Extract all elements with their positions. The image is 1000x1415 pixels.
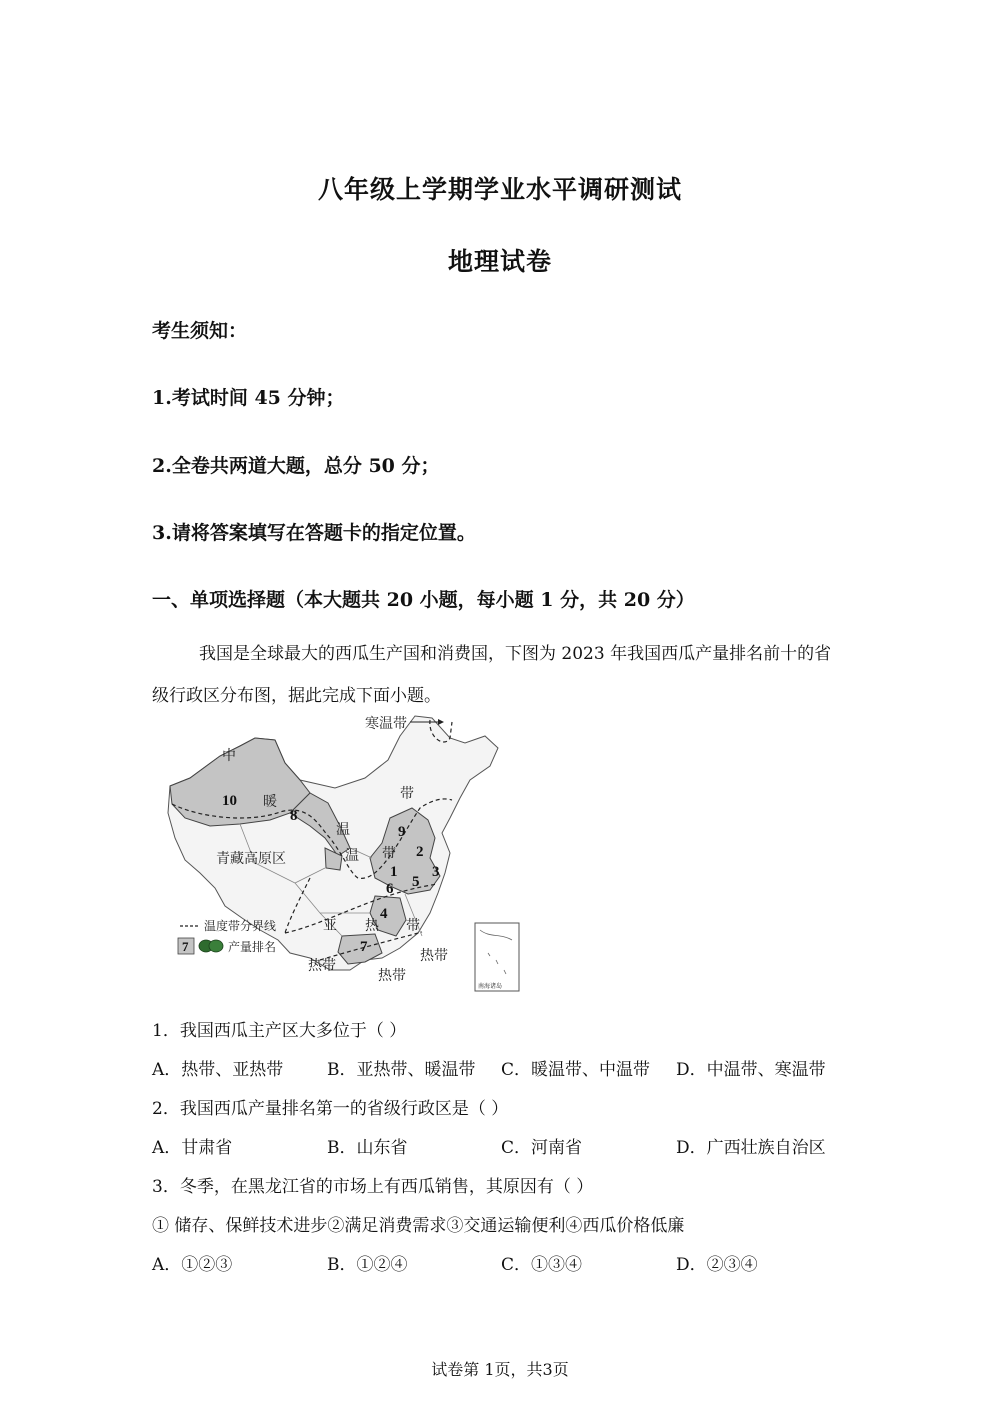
answer-option[interactable]: A．热带、亚热带 [152, 1060, 284, 1080]
rank-number: 8 [290, 808, 298, 824]
answer-option[interactable]: A．甘肃省 [152, 1138, 233, 1158]
region-xinjiang [170, 738, 310, 826]
rank-number: 10 [222, 793, 237, 809]
south-sea-inset [475, 923, 519, 991]
label-zone-re: 热 [365, 918, 379, 934]
section-heading: 一、单项选择题（本大题共 20 小题，每小题 1 分，共 20 分） [152, 589, 695, 611]
label-tropic: 热带 [420, 948, 448, 964]
notice-item: 3.请将答案填写在答题卡的指定位置。 [152, 522, 476, 544]
label-plateau: 青藏高原区 [216, 851, 286, 867]
page-title: 八年级上学期学业水平调研测试 [317, 175, 682, 204]
answer-option[interactable]: D．②③④ [676, 1255, 758, 1275]
label-cold-zone: 寒温带 [365, 716, 407, 732]
label-zone-ya: 亚 [323, 918, 337, 934]
label-tropic: 热带 [378, 968, 406, 984]
notice-item: 2.全卷共两道大题，总分 50 分； [152, 455, 440, 477]
rank-number: 1 [390, 864, 398, 880]
rank-number: 6 [386, 881, 394, 897]
label-warm-zone: 暖 [263, 794, 277, 810]
answer-option[interactable]: C．暖温带、中温带 [501, 1060, 651, 1080]
label-zone-dai: 带 [406, 918, 420, 934]
question-stem: 2．我国西瓜产量排名第一的省级行政区是（ ） [152, 1099, 509, 1119]
question-stem: 3．冬季，在黑龙江省的市场上有西瓜销售，其原因有（ ） [152, 1177, 594, 1197]
answer-option[interactable]: C．①③④ [501, 1255, 583, 1275]
answer-option[interactable]: B．①②④ [327, 1255, 408, 1275]
answer-option[interactable]: D．中温带、寒温带 [676, 1060, 826, 1080]
rank-number: 3 [432, 864, 440, 880]
answer-option[interactable]: D．广西壮族自治区 [676, 1138, 826, 1158]
watermelon-icon [209, 940, 223, 952]
answer-option[interactable]: B．亚热带、暖温带 [327, 1060, 476, 1080]
answer-option[interactable]: C．河南省 [501, 1138, 583, 1158]
legend-boundary-text: 温度带分界线 [204, 919, 277, 933]
inset-caption: 南海诸岛 [478, 983, 503, 990]
rank-number: 9 [398, 824, 406, 840]
label-zone-dai: 带 [400, 786, 414, 802]
legend-rank-number: 7 [182, 939, 189, 954]
label-zone-dai: 带 [382, 846, 396, 862]
page-footer: 试卷第 1页，共3页 [431, 1360, 569, 1379]
answer-option[interactable]: B．山东省 [327, 1138, 408, 1158]
label-zone-wen: 温 [336, 822, 350, 838]
answer-option[interactable]: A．①②③ [152, 1255, 233, 1275]
intro-line: 级行政区分布图，据此完成下面小题。 [152, 686, 441, 706]
label-zone-wen: 温 [345, 848, 359, 864]
rank-number: 2 [416, 844, 424, 860]
rank-number: 7 [360, 939, 368, 955]
watermelon-production-map [160, 708, 530, 998]
page-subtitle: 地理试卷 [447, 247, 552, 276]
rank-number: 5 [412, 874, 420, 890]
label-tropic: 热带 [308, 958, 336, 974]
legend-rank-text: 产量排名 [228, 940, 277, 954]
label-mid-zone: 中 [222, 748, 236, 764]
rank-number: 4 [380, 906, 388, 922]
notice-heading: 考生须知： [152, 320, 248, 342]
intro-line: 我国是全球最大的西瓜生产国和消费国，下图为 2023 年我国西瓜产量排名前十的省 [199, 644, 832, 664]
notice-item: 1.考试时间 45 分钟； [152, 387, 345, 409]
question-statements: ① 储存、保鲜技术进步②满足消费需求③交通运输便利④西瓜价格低廉 [152, 1216, 685, 1236]
question-stem: 1．我国西瓜主产区大多位于（ ） [152, 1021, 407, 1041]
